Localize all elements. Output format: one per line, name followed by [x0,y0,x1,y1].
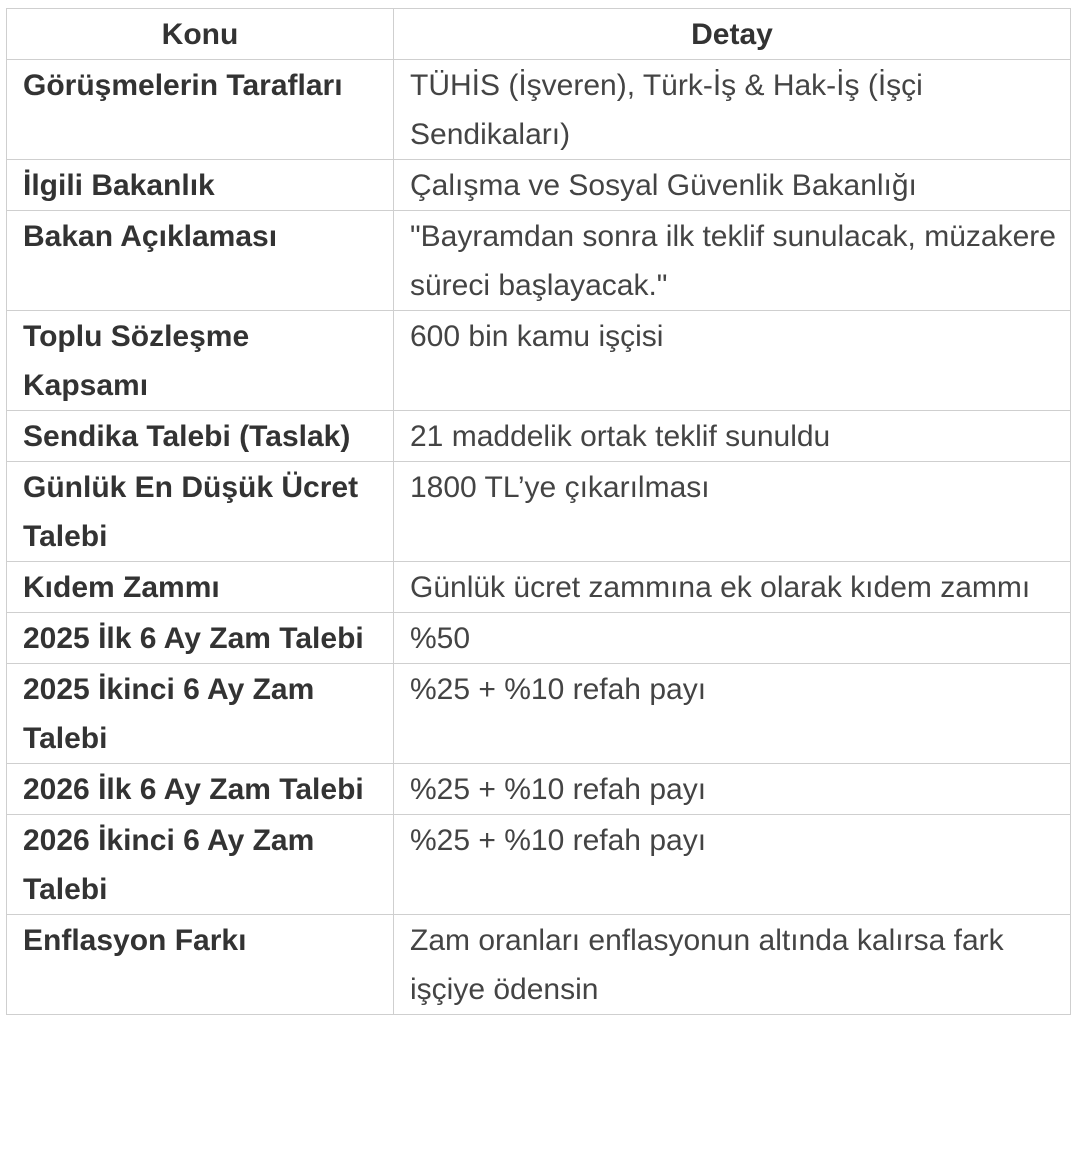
table-row [7,915,1071,1015]
table-row [7,411,1071,462]
row-detail: Zam oranları enflasyonun altında kalırsa fark işçiye ödensin [394,915,1071,1015]
table-row [7,311,1071,411]
table-row [7,815,1071,915]
row-topic: 2025 İkinci 6 Ay Zam Talebi [7,664,394,764]
row-detail: 600 bin kamu işçisi [394,311,1071,411]
header-detail: Detay [394,9,1071,60]
table-row [7,60,1071,160]
row-detail: "Bayramdan sonra ilk teklif sunulacak, müzakere süreci başlayacak." [394,211,1071,311]
row-detail: %25 + %10 refah payı [394,815,1071,915]
row-topic: Günlük En Düşük Ücret Talebi [7,462,394,562]
table-row [7,613,1071,664]
row-detail: %50 [394,613,1071,664]
row-topic: Görüşmelerin Tarafları [7,60,394,160]
table-container [6,8,1071,1015]
row-topic: İlgili Bakanlık [7,160,394,211]
row-topic: Sendika Talebi (Taslak) [7,411,394,462]
table-row [7,562,1071,613]
table-row [7,462,1071,562]
row-detail: %25 + %10 refah payı [394,664,1071,764]
row-topic: 2026 İkinci 6 Ay Zam Talebi [7,815,394,915]
row-topic: 2025 İlk 6 Ay Zam Talebi [7,613,394,664]
header-topic: Konu [7,9,394,60]
row-topic: Toplu Sözleşme Kapsamı [7,311,394,411]
row-topic: Bakan Açıklaması [7,211,394,311]
table-header-row [7,9,1071,60]
row-topic: Enflasyon Farkı [7,915,394,1015]
row-topic: Kıdem Zammı [7,562,394,613]
row-detail: %25 + %10 refah payı [394,764,1071,815]
row-topic: 2026 İlk 6 Ay Zam Talebi [7,764,394,815]
table-row [7,664,1071,764]
row-detail: Çalışma ve Sosyal Güvenlik Bakanlığı [394,160,1071,211]
row-detail: 1800 TL’ye çıkarılması [394,462,1071,562]
row-detail: TÜHİS (İşveren), Türk-İş & Hak-İş (İşçi Sendikaları) [394,60,1071,160]
row-detail: 21 maddelik ortak teklif sunuldu [394,411,1071,462]
info-table [6,8,1071,1015]
row-detail: Günlük ücret zammına ek olarak kıdem zammı [394,562,1071,613]
table-row [7,764,1071,815]
table-row [7,160,1071,211]
table-row [7,211,1071,311]
